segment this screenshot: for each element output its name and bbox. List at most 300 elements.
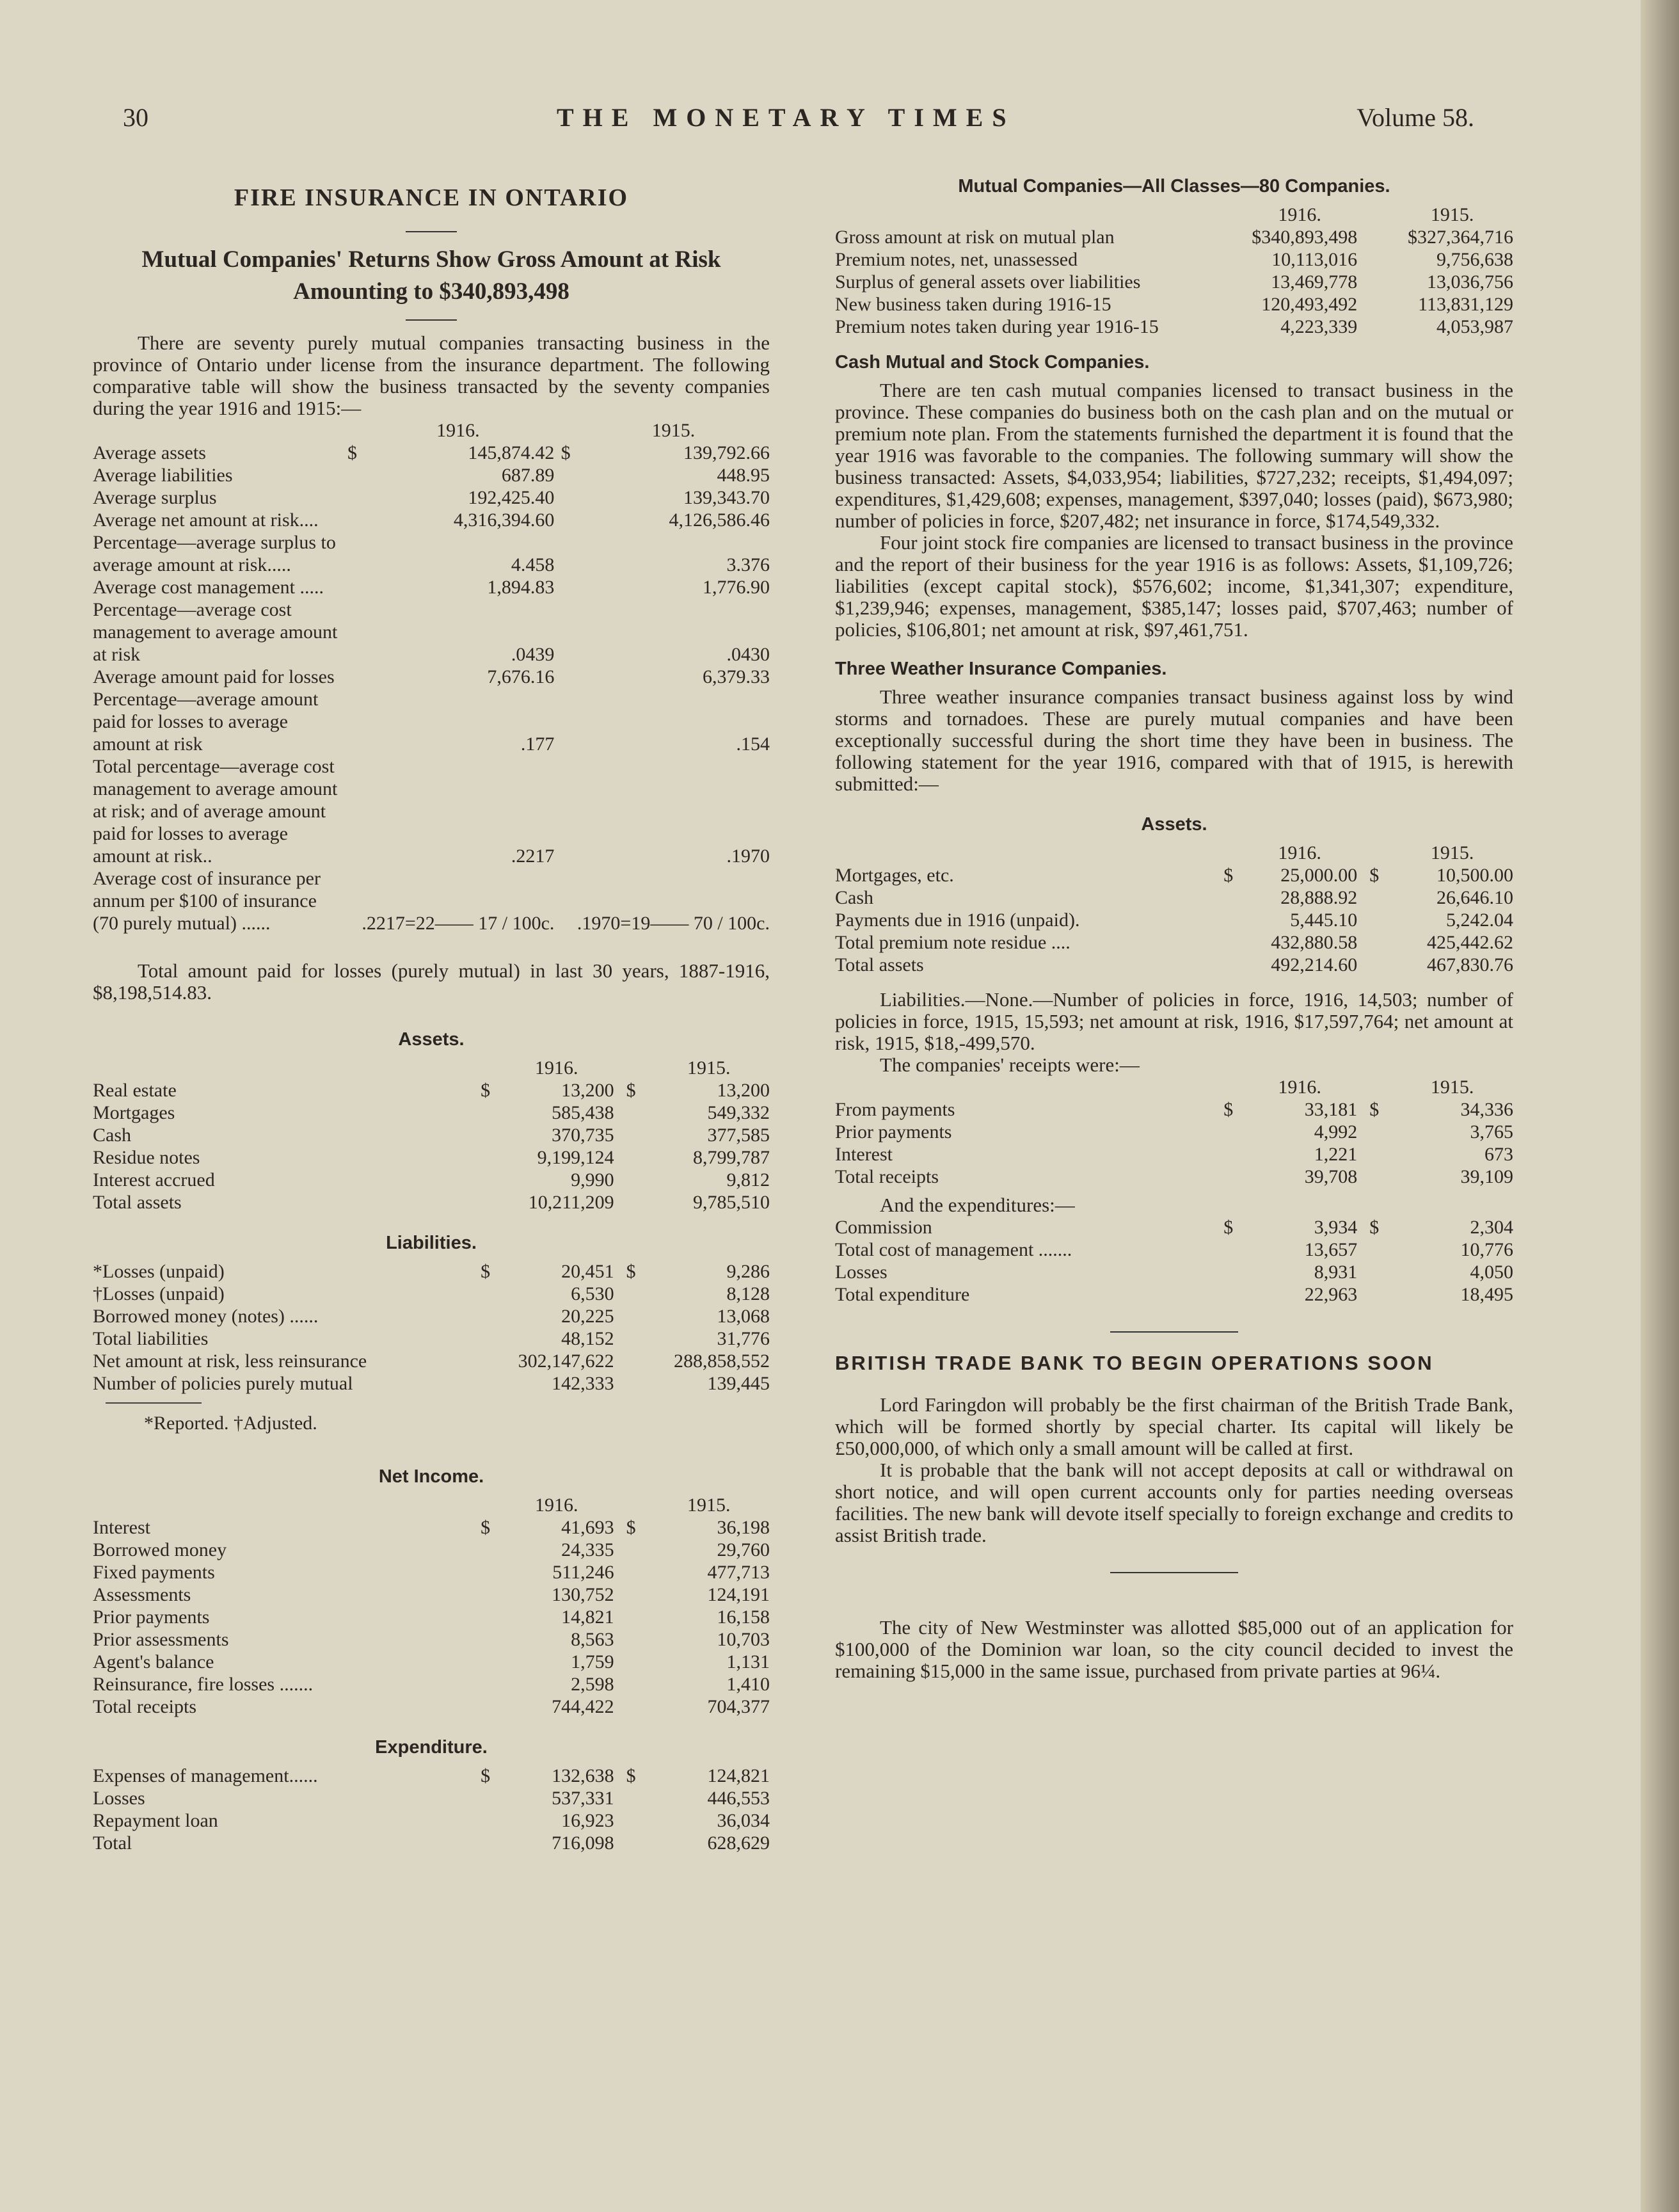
currency-1915 — [614, 1832, 648, 1854]
currency-1915 — [554, 531, 577, 576]
year-1916: 1916. — [1278, 1077, 1321, 1098]
value-1916: 4.458 — [511, 554, 555, 575]
table-row — [93, 1606, 770, 1628]
table-row — [93, 1832, 770, 1854]
table-row — [93, 509, 770, 531]
currency-1915 — [614, 1628, 648, 1651]
value-1915: .1970=19—— 70 / 100c. — [577, 913, 770, 934]
table-row — [835, 886, 1513, 909]
table-row — [93, 464, 770, 486]
value-1915: 628,629 — [707, 1832, 770, 1854]
value-1916: 302,147,622 — [518, 1350, 614, 1372]
value-1915: 113,831,129 — [1418, 294, 1513, 315]
value-1915: .1970 — [726, 846, 770, 867]
cash-paragraph-2: Four joint stock fire companies are licensed to transact business in the province and the report of their business for the year 1916 is as follows: Assets, $1,109,726; liabilities (except capital stock), $576,602; income, $1,341,307; expenditure, $1,239,946; expenses, management, $385,147; losses paid, $707,463; number of policies, $106,801; net amount at risk, $97,461,751. — [835, 531, 1513, 641]
value-1915: 5,242.04 — [1446, 910, 1513, 931]
currency-1916 — [472, 1628, 498, 1651]
value-1915: 139,445 — [707, 1373, 770, 1394]
value-1915: 16,158 — [717, 1607, 770, 1628]
table-row — [93, 1327, 770, 1350]
year-1915: 1915. — [687, 1495, 731, 1516]
currency-1916 — [472, 1124, 498, 1146]
table-row — [93, 442, 770, 464]
currency-1915 — [1357, 886, 1391, 909]
value-1916: 511,246 — [552, 1562, 614, 1583]
row-label: Average net amount at risk.... — [93, 509, 319, 531]
currency-1916 — [343, 509, 362, 531]
bank-heading: BRITISH TRADE BANK TO BEGIN OPERATIONS SOON — [835, 1352, 1434, 1374]
currency-1916 — [472, 1809, 498, 1832]
table-row — [93, 1372, 770, 1395]
currency-1916 — [343, 531, 362, 576]
currency-1915 — [614, 1695, 648, 1718]
value-1915: 10,776 — [1460, 1239, 1513, 1260]
row-label: Real estate — [93, 1080, 177, 1101]
value-1916: 10,113,016 — [1271, 249, 1358, 270]
value-1916: .177 — [520, 733, 555, 755]
value-1915: 10,703 — [717, 1629, 770, 1650]
currency-1915 — [1357, 1166, 1391, 1188]
table-row — [835, 954, 1513, 976]
row-label: Assessments — [93, 1584, 191, 1605]
value-1916: $340,893,498 — [1252, 227, 1358, 248]
row-label: †Losses (unpaid) — [93, 1283, 225, 1304]
liabilities-heading: Liabilities. — [386, 1233, 477, 1253]
currency-1915 — [554, 688, 577, 755]
row-label: Premium notes taken during year 1916-15 — [835, 316, 1159, 337]
currency-1915 — [614, 1651, 648, 1673]
currency-1916 — [472, 1651, 498, 1673]
currency-1916: $ — [481, 1517, 491, 1538]
value-1915: 9,812 — [726, 1169, 770, 1190]
year-header-row — [93, 419, 770, 442]
currency-1915 — [1357, 909, 1391, 931]
value-1916: 48,152 — [561, 1328, 614, 1349]
currency-1916 — [472, 1305, 498, 1327]
divider — [1110, 1331, 1238, 1333]
currency-1916 — [472, 1583, 498, 1606]
expenditures-intro: And the expenditures:— — [880, 1194, 1075, 1216]
row-label: Expenses of management...... — [93, 1765, 318, 1786]
row-label: Fixed payments — [93, 1562, 215, 1583]
assets-table — [93, 1057, 770, 1214]
currency-1915 — [614, 1305, 648, 1327]
currency-1916 — [472, 1350, 498, 1372]
value-1916: 3,934 — [1314, 1217, 1358, 1238]
year-header-row — [835, 1076, 1513, 1098]
table-row — [93, 1583, 770, 1606]
value-1915: 13,200 — [717, 1080, 770, 1101]
currency-1916 — [343, 666, 362, 688]
value-1916: .2217=22—— 17 / 100c. — [362, 913, 555, 934]
currency-1915 — [554, 666, 577, 688]
row-label: Mortgages — [93, 1102, 175, 1123]
currency-1915 — [614, 1350, 648, 1372]
row-label: Number of policies purely mutual — [93, 1373, 353, 1394]
cash-heading: Cash Mutual and Stock Companies. — [835, 352, 1150, 373]
table-row — [93, 1305, 770, 1327]
value-1916: 537,331 — [552, 1788, 614, 1809]
currency-1916: $ — [481, 1765, 491, 1786]
value-1915: 13,036,756 — [1427, 271, 1513, 293]
currency-1916 — [1215, 1261, 1242, 1283]
currency-1915 — [554, 867, 577, 934]
value-1916: 9,199,124 — [537, 1147, 614, 1168]
mutual-table — [835, 204, 1513, 338]
value-1916: 1,221 — [1314, 1144, 1358, 1165]
value-1916: 2,598 — [571, 1674, 614, 1695]
currency-1915 — [1357, 248, 1391, 271]
row-label: Mortgages, etc. — [835, 865, 954, 886]
table-row — [835, 1238, 1513, 1261]
currency-1916 — [343, 464, 362, 486]
currency-1915 — [614, 1606, 648, 1628]
table-row — [93, 1539, 770, 1561]
total-paid-losses: Total amount paid for losses (purely mutual) in last 30 years, 1887-1916, $8,198,514.83. — [93, 959, 770, 1004]
page-number: 30 — [123, 103, 148, 132]
value-1915: 13,068 — [717, 1306, 770, 1327]
subtitle-line-1: Mutual Companies' Returns Show Gross Amount at Risk — [141, 246, 721, 273]
row-label: Borrowed money — [93, 1539, 227, 1560]
divider — [406, 319, 457, 321]
value-1915: 39,109 — [1460, 1166, 1513, 1187]
table-row — [835, 1143, 1513, 1166]
assets-heading: Assets. — [398, 1029, 465, 1050]
row-label: Interest — [835, 1144, 893, 1165]
currency-1916 — [472, 1539, 498, 1561]
footnote: *Reported. †Adjusted. — [144, 1413, 317, 1434]
year-header-row — [835, 204, 1513, 226]
currency-1915: $ — [626, 1765, 636, 1786]
table-row — [93, 1124, 770, 1146]
row-label: Total premium note residue .... — [835, 932, 1070, 953]
value-1916: 744,422 — [552, 1696, 614, 1717]
currency-1916 — [343, 755, 362, 867]
value-1915: 124,821 — [707, 1765, 770, 1786]
year-1916: 1916. — [1278, 842, 1321, 863]
value-1916: 4,992 — [1314, 1121, 1358, 1142]
bank-paragraph-2: It is probable that the bank will not accept deposits at call or withdrawal on short notice, and will open current accounts only for parties needing overseas facilities. The new bank will devote itself specially to foreign exchange and credits to assist British trade. — [835, 1459, 1513, 1546]
table-row — [93, 1146, 770, 1169]
value-1916: .2217 — [511, 846, 555, 867]
currency-1915: $ — [1369, 865, 1380, 886]
row-label: Prior assessments — [93, 1629, 229, 1650]
currency-1916 — [343, 598, 362, 666]
value-1916: 142,333 — [552, 1373, 614, 1394]
year-1916: 1916. — [436, 420, 480, 441]
currency-1915 — [614, 1539, 648, 1561]
bank-paragraph-1: Lord Faringdon will probably be the first chairman of the British Trade Bank, which will be formed shortly by special charter. Its capital will likely be £50,000,000, of which only a small amount will be called at first. — [835, 1393, 1513, 1459]
row-label: Percentage—average amount paid for losses to average amount at risk — [93, 689, 319, 755]
value-1915: 673 — [1484, 1144, 1513, 1165]
currency-1916 — [472, 1561, 498, 1583]
table-row — [93, 531, 770, 576]
page-edge — [1641, 0, 1679, 2212]
currency-1915: $ — [626, 1517, 636, 1538]
row-label: Percentage—average cost management to average amount at risk — [93, 599, 338, 665]
row-label: Average amount paid for losses — [93, 666, 335, 687]
year-1916: 1916. — [1278, 204, 1321, 225]
row-label: Average liabilities — [93, 465, 233, 486]
value-1916: 20,225 — [561, 1306, 614, 1327]
value-1916: 132,638 — [552, 1765, 614, 1786]
value-1916: 9,990 — [571, 1169, 614, 1190]
row-label: Total — [93, 1832, 132, 1854]
currency-1916 — [1215, 316, 1242, 338]
value-1915: 18,495 — [1460, 1284, 1513, 1305]
row-label: Cash — [835, 887, 873, 908]
value-1915: 10,500.00 — [1436, 865, 1513, 886]
table-row — [835, 1283, 1513, 1306]
divider — [406, 231, 457, 232]
article-subtitle — [93, 244, 770, 308]
value-1915: 377,585 — [707, 1125, 770, 1146]
value-1916: 4,223,339 — [1280, 316, 1358, 337]
currency-1916 — [1215, 248, 1242, 271]
currency-1916 — [1215, 226, 1242, 248]
table-row — [835, 226, 1513, 248]
row-label: Prior payments — [93, 1607, 210, 1628]
row-label: *Losses (unpaid) — [93, 1261, 225, 1282]
value-1916: 4,316,394.60 — [453, 509, 555, 531]
value-1915: .154 — [736, 733, 770, 755]
value-1916: 8,931 — [1314, 1262, 1358, 1283]
value-1915: 9,756,638 — [1436, 249, 1513, 270]
value-1915: .0430 — [726, 644, 770, 665]
currency-1915 — [554, 598, 577, 666]
value-1916: 370,735 — [552, 1125, 614, 1146]
value-1915: 124,191 — [707, 1584, 770, 1605]
currency-1915 — [1357, 316, 1391, 338]
table-row — [835, 316, 1513, 338]
value-1915: 4,053,987 — [1436, 316, 1513, 337]
year-1915: 1915. — [687, 1057, 731, 1078]
currency-1916 — [343, 867, 362, 934]
value-1915: 29,760 — [717, 1539, 770, 1560]
currency-1915 — [614, 1124, 648, 1146]
table-row — [835, 909, 1513, 931]
expenditures-table — [835, 1216, 1513, 1306]
value-1916: 1,759 — [571, 1651, 614, 1672]
value-1916: 13,657 — [1304, 1239, 1358, 1260]
value-1915: 6,379.33 — [703, 666, 770, 687]
row-label: Total assets — [835, 954, 924, 975]
currency-1915 — [614, 1561, 648, 1583]
currency-1915 — [614, 1283, 648, 1305]
value-1915: 448.95 — [717, 465, 770, 486]
currency-1916 — [1215, 954, 1242, 976]
value-1916: 33,181 — [1304, 1099, 1358, 1120]
currency-1915 — [614, 1787, 648, 1809]
currency-1916 — [472, 1102, 498, 1124]
currency-1916 — [1215, 1143, 1242, 1166]
year-header-row — [835, 842, 1513, 864]
row-label: Agent's balance — [93, 1651, 214, 1672]
row-label: Commission — [835, 1217, 932, 1238]
currency-1916: $ — [1223, 1099, 1234, 1120]
currency-1915: $ — [626, 1261, 636, 1282]
currency-1915 — [614, 1327, 648, 1350]
currency-1916 — [1215, 1283, 1242, 1306]
row-label: Prior payments — [835, 1121, 952, 1142]
table-row — [835, 1121, 1513, 1143]
table-row — [835, 293, 1513, 316]
value-1915: 549,332 — [707, 1102, 770, 1123]
currency-1916 — [472, 1673, 498, 1695]
table-row — [93, 1651, 770, 1673]
row-label: Average surplus — [93, 487, 217, 508]
table-row — [93, 688, 770, 755]
value-1916: .0439 — [511, 644, 555, 665]
currency-1916 — [1215, 1238, 1242, 1261]
currency-1916 — [343, 688, 362, 755]
currency-1915 — [554, 576, 577, 598]
table-row — [835, 1216, 1513, 1238]
row-label: Cash — [93, 1125, 131, 1146]
table-row — [93, 486, 770, 509]
table-row — [93, 1695, 770, 1718]
table-row — [93, 1283, 770, 1305]
value-1915: 3,765 — [1470, 1121, 1513, 1142]
table-row — [835, 271, 1513, 293]
value-1916: 687.89 — [501, 465, 555, 486]
row-label: Total receipts — [835, 1166, 939, 1187]
currency-1916 — [1215, 909, 1242, 931]
currency-1915: $ — [1369, 1099, 1380, 1120]
westminster-paragraph: The city of New Westminster was allotted $85,000 out of an application for $100,000 of the Dominion war loan, so the city council decided to invest the remaining $15,000 in the same issue, purchased from private parties at 96¼. — [835, 1616, 1513, 1682]
row-label: Total expenditure — [835, 1284, 970, 1305]
value-1915: 36,034 — [717, 1810, 770, 1831]
value-1916: 16,923 — [561, 1810, 614, 1831]
volume-label: Volume 58. — [1357, 103, 1474, 132]
currency-1915 — [1357, 1143, 1391, 1166]
currency-1916 — [472, 1327, 498, 1350]
intro-paragraph: There are seventy purely mutual companies transacting business in the province of Ontario under license from the insurance department. The following comparative table will show the business transacted by the seventy companies during the year 1916 and 1915:— — [93, 332, 770, 419]
currency-1915 — [1357, 293, 1391, 316]
value-1915: 9,785,510 — [693, 1192, 770, 1213]
currency-1915 — [554, 464, 577, 486]
row-label: Borrowed money (notes) ...... — [93, 1306, 319, 1327]
table-row — [835, 864, 1513, 886]
currency-1915 — [614, 1673, 648, 1695]
currency-1916 — [472, 1191, 498, 1214]
value-1916: 6,530 — [571, 1283, 614, 1304]
row-label: Total cost of management ....... — [835, 1239, 1072, 1260]
currency-1916 — [472, 1606, 498, 1628]
currency-1916: $ — [1223, 865, 1234, 886]
table-row — [835, 931, 1513, 954]
currency-1915 — [614, 1146, 648, 1169]
net-income-heading: Net Income. — [378, 1466, 484, 1487]
table-row — [93, 598, 770, 666]
row-label: Premium notes, net, unassessed — [835, 249, 1078, 270]
value-1915: 425,442.62 — [1427, 932, 1513, 953]
table-row — [835, 1098, 1513, 1121]
value-1916: 716,098 — [552, 1832, 614, 1854]
value-1915: 8,799,787 — [693, 1147, 770, 1168]
table-row — [93, 1260, 770, 1283]
value-1916: 585,438 — [552, 1102, 614, 1123]
value-1915: 1,776.90 — [703, 577, 770, 598]
value-1915: 139,792.66 — [683, 442, 770, 463]
currency-1915 — [1357, 1121, 1391, 1143]
table-row — [93, 1628, 770, 1651]
receipts-table — [835, 1076, 1513, 1188]
year-1916: 1916. — [534, 1057, 578, 1078]
currency-1916 — [1215, 886, 1242, 909]
mutual-heading: Mutual Companies—All Classes—80 Companies. — [958, 176, 1390, 196]
currency-1915 — [1357, 1283, 1391, 1306]
value-1916: 14,821 — [561, 1607, 614, 1628]
article-title: FIRE INSURANCE IN ONTARIO — [234, 184, 629, 211]
row-label: From payments — [835, 1099, 955, 1120]
currency-1915 — [554, 755, 577, 867]
value-1915: 3.376 — [726, 554, 770, 575]
value-1916: 13,200 — [561, 1080, 614, 1101]
row-label: Losses — [93, 1788, 145, 1809]
currency-1916 — [1215, 1166, 1242, 1188]
expenditure-heading: Expenditure. — [375, 1737, 488, 1758]
currency-1915 — [614, 1169, 648, 1191]
row-label: Average assets — [93, 442, 206, 463]
currency-1916 — [1215, 931, 1242, 954]
weather-liabilities-paragraph: Liabilities.—None.—Number of policies in force, 1916, 14,503; number of policies in force, 1915, 15,593; net amount at risk, 1916, $17,597,764; net amount at risk, 1915, $18,-499,570. — [835, 988, 1513, 1054]
weather-paragraph: Three weather insurance companies transact business against loss by wind storms and tornadoes. These are purely mutual companies and have been exceptionally successful during the short time they have been in business. The following statement for the year 1916, compared with that of 1915, is herewith submitted:— — [835, 685, 1513, 795]
currency-1915 — [1357, 931, 1391, 954]
currency-1916 — [343, 486, 362, 509]
value-1916: 192,425.40 — [468, 487, 555, 508]
averages-table — [93, 419, 770, 934]
currency-1915 — [1357, 226, 1391, 248]
right-column — [835, 176, 1513, 1682]
currency-1916: $ — [481, 1080, 491, 1101]
row-label: Average cost of insurance per annum per $100 of insurance (70 purely mutual) ...... — [93, 868, 321, 934]
table-row — [93, 1516, 770, 1539]
weather-heading: Three Weather Insurance Companies. — [835, 659, 1167, 679]
currency-1915: $ — [626, 1080, 636, 1101]
subtitle-line-2: Amounting to $340,893,498 — [293, 278, 569, 305]
currency-1915 — [1357, 954, 1391, 976]
row-label: Net amount at risk, less reinsurance — [93, 1350, 367, 1372]
value-1916: 130,752 — [552, 1584, 614, 1605]
value-1915: 2,304 — [1470, 1217, 1513, 1238]
divider — [1110, 1572, 1238, 1573]
value-1916: 7,676.16 — [487, 666, 555, 687]
value-1915: 36,198 — [717, 1517, 770, 1538]
row-label: Total assets — [93, 1192, 182, 1213]
weather-assets-heading: Assets. — [1141, 814, 1207, 835]
currency-1916 — [472, 1832, 498, 1854]
value-1916: 28,888.92 — [1280, 887, 1358, 908]
table-row — [93, 1079, 770, 1102]
value-1916: 432,880.58 — [1271, 932, 1358, 953]
value-1915: 446,553 — [707, 1788, 770, 1809]
net-income-table — [93, 1494, 770, 1718]
row-label: Total liabilities — [93, 1328, 209, 1349]
value-1916: 22,963 — [1304, 1284, 1358, 1305]
value-1915: 704,377 — [707, 1696, 770, 1717]
currency-1915 — [614, 1809, 648, 1832]
value-1916: 145,874.42 — [468, 442, 555, 463]
row-label: Residue notes — [93, 1147, 200, 1168]
table-row — [835, 248, 1513, 271]
value-1916: 41,693 — [561, 1517, 614, 1538]
value-1915: 26,646.10 — [1436, 887, 1513, 908]
currency-1915 — [554, 509, 577, 531]
value-1916: 25,000.00 — [1280, 865, 1358, 886]
year-1915: 1915. — [651, 420, 696, 441]
row-label: Interest — [93, 1517, 150, 1538]
